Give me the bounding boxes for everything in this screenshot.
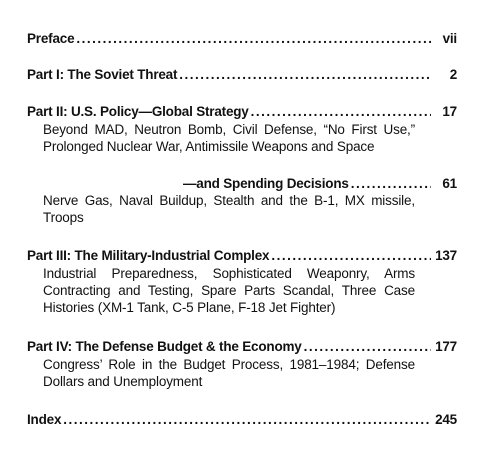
toc-topics-part-4: Congress’ Role in the Budget Process, 1981–1984; Defense Dollars and Unemployment — [43, 357, 415, 389]
toc-page-number: 17 — [442, 104, 457, 119]
toc-entry-title: Part IV: The Defense Budget & the Economy — [27, 339, 302, 354]
toc-topics-part-2-continued: Nerve Gas, Naval Buildup, Stealth and the B-1, MX missile, Troops — [43, 193, 415, 225]
toc-entry-title: Part II: U.S. Policy—Global Strategy — [27, 104, 249, 119]
toc-entry-part-1 — [27, 66, 457, 83]
toc-page-number: 245 — [435, 412, 457, 427]
toc-entry-part-2 — [27, 103, 457, 120]
toc-entry-title: —and Spending Decisions — [183, 176, 349, 191]
toc-entry-index — [27, 411, 457, 428]
dot-leader — [271, 247, 431, 264]
dot-leader — [76, 30, 431, 47]
toc-page-number: 137 — [435, 248, 457, 263]
toc-entry-part-4 — [27, 338, 457, 355]
toc-entry-part-2-continued — [183, 175, 457, 192]
toc-entry-part-3 — [27, 247, 457, 264]
toc-entry-preface — [27, 30, 457, 47]
toc-entry-title: Part I: The Soviet Threat — [27, 67, 178, 82]
dot-leader — [251, 103, 431, 120]
toc-page-number: vii — [442, 31, 457, 46]
dot-leader — [179, 66, 431, 83]
dot-leader — [63, 411, 431, 428]
toc-entry-title: Index — [27, 412, 62, 427]
dot-leader — [304, 338, 431, 355]
toc-entry-title: Part III: The Military-Industrial Complex — [27, 248, 270, 263]
toc-page-number: 2 — [449, 67, 457, 82]
toc-topics-part-2: Beyond MAD, Neutron Bomb, Civil Defense, “No First Use,” Prolonged Nuclear War, Antimissile Weapons and Space — [43, 122, 415, 154]
toc-entry-title: Preface — [27, 31, 75, 46]
toc-topics-part-3: Industrial Preparedness, Sophisticated Weaponry, Arms Contracting and Testing, Spare Parts Scandal, Three Case Histories (XM-1 Tank, C-5 Plane, F-18 Jet Fighter) — [43, 266, 415, 315]
dot-leader — [351, 175, 431, 192]
toc-page-number: 61 — [442, 176, 457, 191]
toc-page-number: 177 — [435, 339, 457, 354]
